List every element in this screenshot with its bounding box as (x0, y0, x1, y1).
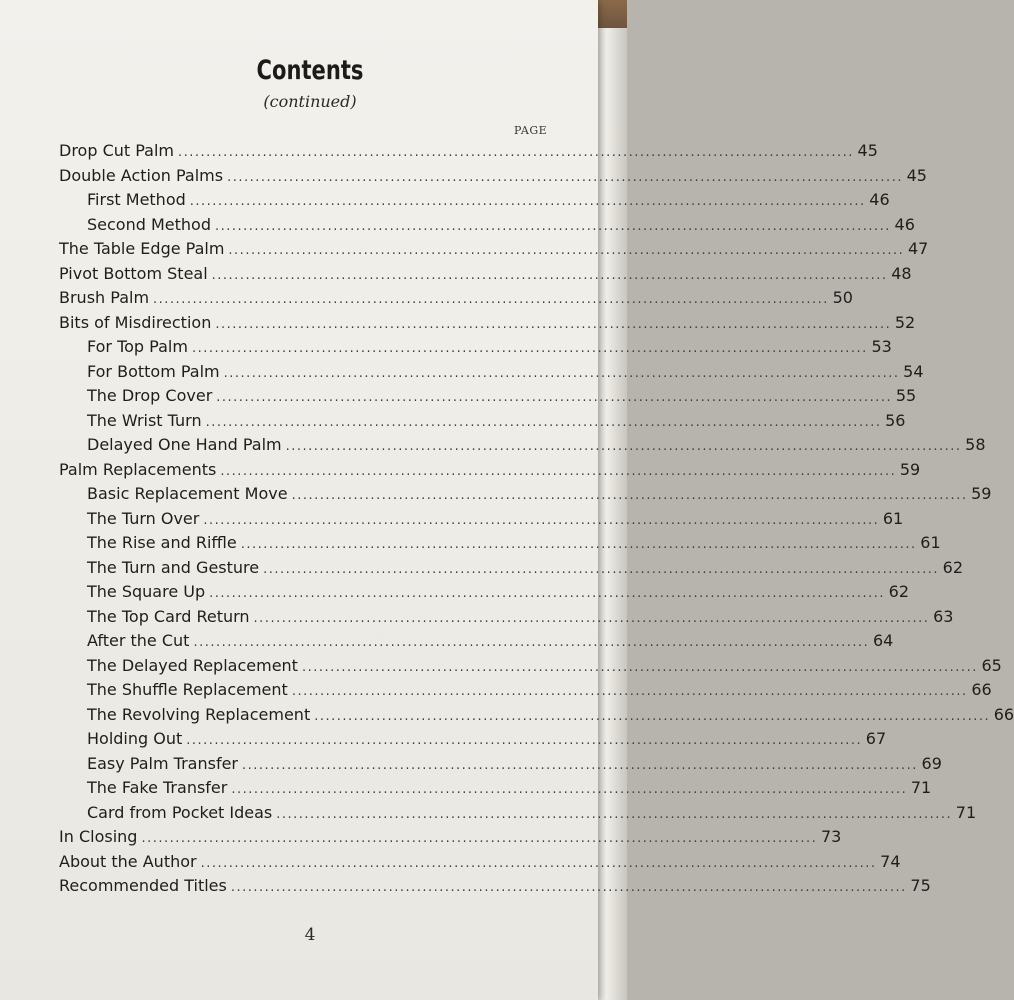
toc-entry-page: 59 (899, 459, 921, 479)
toc-entry-label: The Turn Over (87, 508, 200, 528)
toc-entry (59, 533, 941, 558)
toc-entry (59, 288, 853, 313)
toc-entry (59, 704, 1014, 730)
toc-entry-page: 45 (906, 165, 927, 185)
toc-entry-page: 71 (910, 778, 932, 797)
dot-leader: ........................................................................................................................ (253, 610, 930, 626)
toc-entry-label: The Rise and Riffle (87, 533, 237, 552)
dot-leader: ........................................................................................................................ (227, 169, 903, 185)
toc-entry-label: Second Method (87, 214, 211, 234)
toc-entry (59, 582, 910, 607)
toc-entry-label: The Square Up (87, 582, 206, 601)
dot-leader: ........................................................................................................................ (191, 341, 868, 356)
toc-entry-page: 63 (933, 606, 954, 626)
dot-leader: ........................................................................................................................ (153, 292, 829, 307)
toc-entry-label: First Method (87, 190, 186, 209)
toc-entry-page: 69 (921, 753, 942, 773)
dot-leader: ........................................................................................................................ (242, 757, 918, 773)
toc-entry-page: 46 (894, 214, 915, 234)
toc-entry-page: 67 (865, 729, 887, 748)
toc-entry-label: The Turn and Gesture (87, 557, 260, 577)
toc-entry-label: The Delayed Replacement (87, 655, 298, 675)
dot-leader: ........................................................................................................................ (141, 831, 818, 846)
dot-leader: ........................................................................................................................ (215, 316, 892, 332)
toc-entry-page: 56 (885, 410, 906, 430)
toc-entry-page: 64 (872, 631, 894, 650)
dot-leader: ........................................................................................................................ (301, 659, 978, 675)
page-number: 4 (304, 925, 316, 945)
page-title: Contents (256, 55, 364, 86)
toc-entry-label: The Fake Transfer (87, 778, 228, 797)
toc-entry (59, 214, 915, 240)
toc-entry (59, 165, 927, 191)
dot-leader: ........................................................................................................................ (263, 561, 939, 577)
toc-entry-label: The Wrist Turn (87, 410, 202, 430)
toc-entry (59, 337, 892, 362)
toc-entry (59, 459, 921, 485)
toc-entry (59, 508, 904, 534)
toc-entry-page: 62 (888, 582, 910, 601)
dot-leader: ........................................................................................................................ (214, 218, 891, 234)
toc-entry (59, 729, 887, 754)
toc-entry-page: 48 (891, 263, 912, 283)
toc-entry-page: 66 (993, 704, 1014, 724)
toc-entry-label: Easy Palm Transfer (87, 753, 238, 773)
dot-leader: ........................................................................................................................ (216, 390, 893, 405)
dot-leader: ........................................................................................................................ (211, 267, 888, 283)
toc-entry (59, 361, 924, 387)
dot-leader: ........................................................................................................................ (285, 439, 962, 454)
toc-entry (59, 631, 894, 656)
toc-entry (59, 557, 963, 583)
toc-entry-label: Holding Out (87, 729, 183, 748)
toc-entry-page: 71 (955, 802, 977, 822)
toc-entry (59, 263, 912, 289)
toc-entry (59, 753, 942, 779)
toc-entry-page: 66 (971, 680, 992, 699)
dot-leader: ........................................................................................................................ (223, 365, 900, 381)
toc-entry (59, 484, 992, 509)
toc-entry-page: 59 (971, 484, 992, 503)
toc-entry (59, 190, 890, 215)
dot-leader: ........................................................................................................................ (231, 782, 908, 797)
dot-leader: ........................................................................................................................ (203, 512, 880, 528)
toc-entry-page: 55 (895, 386, 917, 405)
dot-leader: ........................................................................................................................ (189, 194, 866, 209)
table-of-contents (59, 141, 1014, 901)
toc-entry-label: The Shuffle Replacement (87, 680, 288, 699)
toc-entry (59, 410, 906, 436)
toc-entry-label: Palm Replacements (59, 459, 217, 479)
dot-leader: ........................................................................................................................ (228, 243, 905, 258)
toc-entry-label: Recommended Titles (59, 876, 227, 895)
toc-entry-page: 62 (942, 557, 963, 577)
toc-entry (59, 606, 954, 632)
toc-entry-label: The Revolving Replacement (87, 704, 311, 724)
toc-entry (59, 802, 977, 828)
dot-leader: ........................................................................................................................ (240, 537, 917, 552)
toc-entry-label: The Drop Cover (87, 386, 213, 405)
toc-entry-label: Bits of Misdirection (59, 312, 212, 332)
toc-entry-page: 47 (907, 239, 929, 258)
toc-entry (59, 851, 901, 877)
toc-entry-label: Basic Replacement Move (87, 484, 288, 503)
dot-leader: ........................................................................................................................ (193, 635, 870, 650)
toc-entry-label: Brush Palm (59, 288, 150, 307)
toc-entry (59, 386, 917, 411)
toc-entry (59, 680, 992, 705)
dot-leader: ........................................................................................................................ (220, 463, 897, 479)
toc-entry-label: The Top Card Return (87, 606, 250, 626)
dot-leader: ........................................................................................................................ (200, 855, 877, 871)
toc-entry-page: 46 (869, 190, 890, 209)
toc-entry-page: 65 (981, 655, 1002, 675)
page-subtitle: (continued) (263, 92, 357, 111)
toc-entry-page: 73 (820, 827, 842, 846)
toc-entry-label: Drop Cut Palm (59, 141, 175, 160)
dot-leader: ........................................................................................................................ (276, 806, 953, 822)
dot-leader: ........................................................................................................................ (205, 414, 882, 430)
dot-leader: ........................................................................................................................ (186, 733, 863, 748)
toc-entry-label: For Bottom Palm (87, 361, 220, 381)
toc-entry-label: For Top Palm (87, 337, 188, 356)
toc-entry-page: 74 (880, 851, 901, 871)
toc-entry-page: 61 (882, 508, 904, 528)
toc-entry (59, 239, 929, 264)
dot-leader: ........................................................................................................................ (291, 684, 968, 699)
dot-leader: ........................................................................................................................ (209, 586, 886, 601)
toc-entry-label: Pivot Bottom Steal (59, 263, 208, 283)
toc-entry-label: Card from Pocket Ideas (87, 802, 273, 822)
dot-leader: ........................................................................................................................ (178, 145, 854, 160)
toc-entry-page: 45 (857, 141, 878, 160)
toc-entry-page: 58 (965, 435, 986, 454)
toc-entry-label: In Closing (59, 827, 138, 846)
toc-entry-page: 61 (920, 533, 941, 552)
toc-entry (59, 312, 916, 338)
toc-entry (59, 778, 932, 803)
toc-entry-page: 52 (894, 312, 916, 332)
toc-entry-label: The Table Edge Palm (59, 239, 225, 258)
toc-entry (59, 655, 1002, 681)
toc-entry (59, 827, 842, 852)
toc-entry-label: Double Action Palms (59, 165, 224, 185)
dot-leader: ........................................................................................................................ (230, 880, 907, 895)
toc-entry-label: About the Author (59, 851, 197, 871)
toc-entry-page: 54 (903, 361, 924, 381)
toc-entry-page: 50 (832, 288, 853, 307)
toc-entry (59, 141, 878, 166)
toc-entry-page: 75 (910, 876, 931, 895)
toc-entry (59, 435, 986, 460)
dot-leader: ........................................................................................................................ (314, 708, 991, 724)
toc-entry-label: After the Cut (87, 631, 190, 650)
toc-entry (59, 876, 931, 901)
toc-entry-page: 53 (871, 337, 892, 356)
toc-entry-label: Delayed One Hand Palm (87, 435, 282, 454)
page-column-header: PAGE (514, 124, 548, 137)
dot-leader: ........................................................................................................................ (291, 488, 968, 503)
